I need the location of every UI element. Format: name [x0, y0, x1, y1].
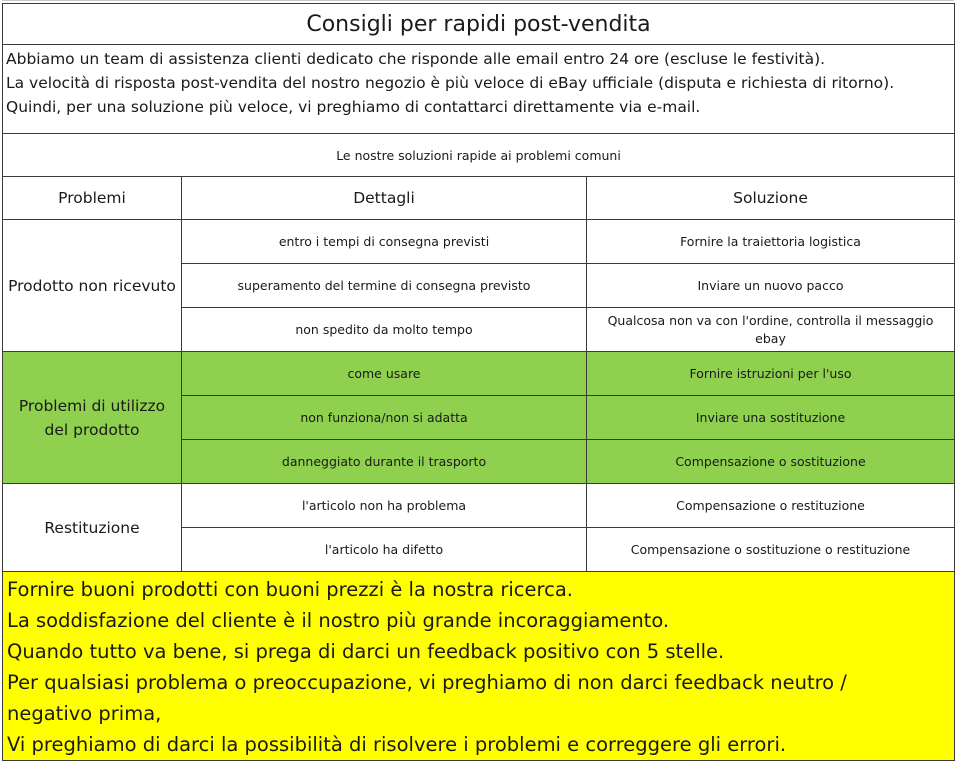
detail-cell: come usare: [182, 352, 587, 396]
category-return: Restituzione: [3, 484, 182, 572]
detail-cell: entro i tempi di consegna previsti: [182, 220, 587, 264]
page-title: Consigli per rapidi post-vendita: [3, 4, 955, 45]
detail-cell: superamento del termine di consegna previsto: [182, 264, 587, 308]
detail-cell: non spedito da molto tempo: [182, 308, 587, 352]
header-solution: Soluzione: [587, 177, 955, 220]
table-subtitle: Le nostre soluzioni rapide ai problemi comuni: [3, 134, 955, 177]
solution-cell: Compensazione o restituzione: [587, 484, 955, 528]
solution-cell: Fornire la traiettoria logistica: [587, 220, 955, 264]
table-row: [3, 484, 955, 528]
detail-cell: l'articolo ha difetto: [182, 528, 587, 572]
intro-line: Quindi, per una soluzione più veloce, vi preghiamo di contattarci direttamente via e-mail.: [6, 98, 701, 116]
category-usage-problems: Problemi di utilizzo del prodotto: [3, 352, 182, 484]
closing-line: Per qualsiasi problema o preoccupazione, vi preghiamo di non darci feedback neutro /: [7, 671, 847, 694]
header-details: Dettagli: [182, 177, 587, 220]
table-row: [3, 352, 955, 396]
closing-line: negativo prima,: [7, 702, 162, 725]
solution-cell: Fornire istruzioni per l'uso: [587, 352, 955, 396]
category-not-received: Prodotto non ricevuto: [3, 220, 182, 352]
solution-cell: Inviare un nuovo pacco: [587, 264, 955, 308]
intro-text: [3, 45, 955, 134]
detail-cell: l'articolo non ha problema: [182, 484, 587, 528]
closing-message: [3, 572, 955, 761]
intro-line: La velocità di risposta post-vendita del nostro negozio è più veloce di eBay ufficiale (disputa e richiesta di ritorno).: [6, 74, 895, 92]
solution-cell: Compensazione o sostituzione: [587, 440, 955, 484]
closing-line: La soddisfazione del cliente è il nostro più grande incoraggiamento.: [7, 609, 670, 632]
header-problems: Problemi: [3, 177, 182, 220]
after-sales-table: [2, 3, 955, 761]
closing-line: Fornire buoni prodotti con buoni prezzi è la nostra ricerca.: [7, 578, 573, 601]
table-row: [3, 220, 955, 264]
solution-cell: Qualcosa non va con l'ordine, controlla il messaggio ebay: [587, 308, 955, 352]
after-sales-sheet: [2, 0, 954, 762]
intro-line: Abbiamo un team di assistenza clienti dedicato che risponde alle email entro 24 ore (escluse le festività).: [6, 50, 826, 68]
detail-cell: danneggiato durante il trasporto: [182, 440, 587, 484]
detail-cell: non funziona/non si adatta: [182, 396, 587, 440]
closing-line: Quando tutto va bene, si prega di darci un feedback positivo con 5 stelle.: [7, 640, 725, 663]
closing-line: Vi preghiamo di darci la possibilità di risolvere i problemi e correggere gli errori.: [7, 733, 787, 756]
solution-cell: Inviare una sostituzione: [587, 396, 955, 440]
solution-cell: Compensazione o sostituzione o restituzione: [587, 528, 955, 572]
